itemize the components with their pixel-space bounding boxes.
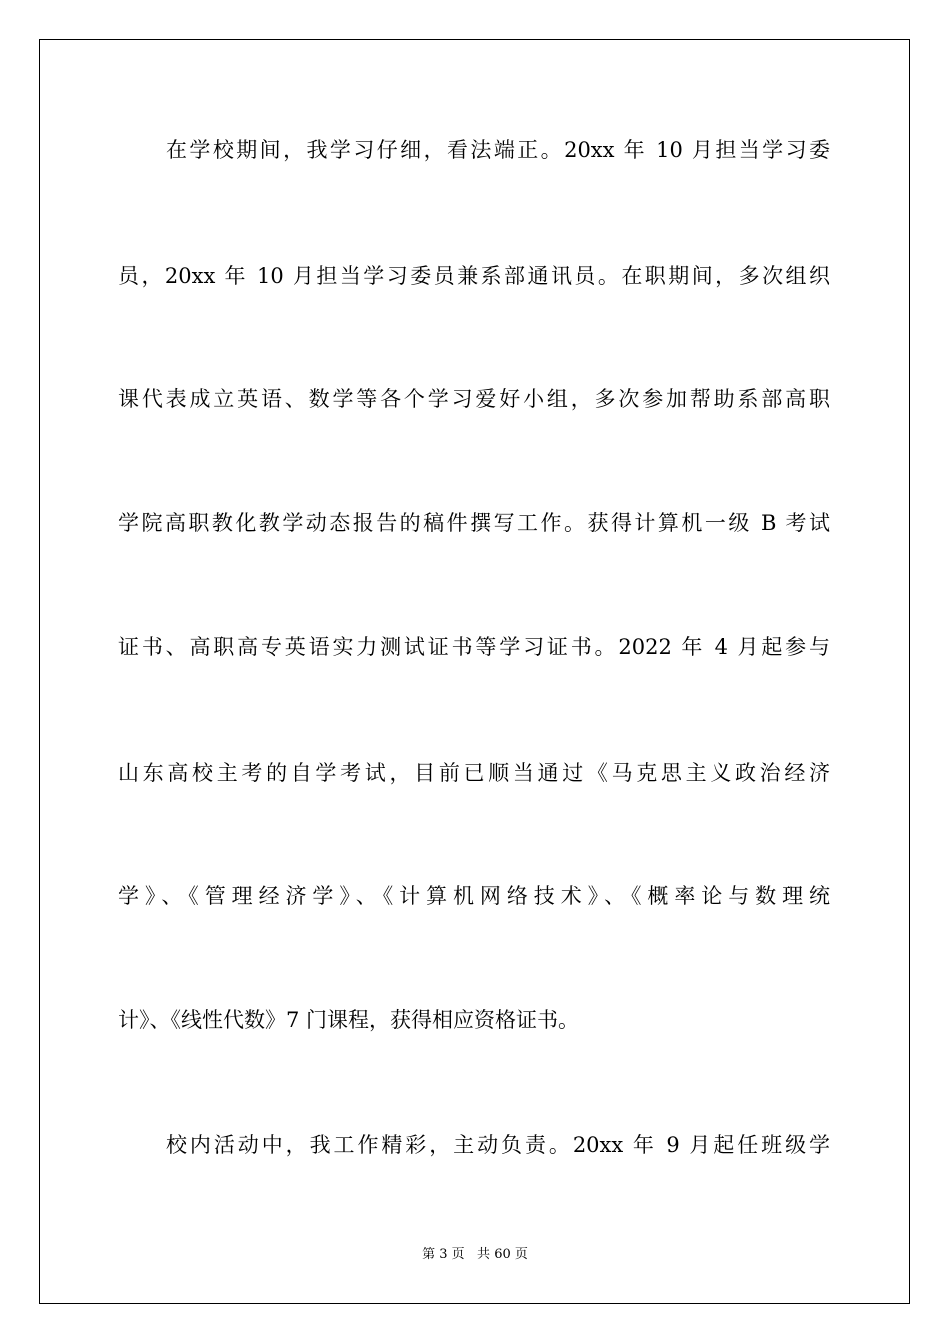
paragraph-1-line-7: 学》、《管理经济学》、《计算机网络技术》、《概率论与数理统	[118, 884, 830, 908]
page-footer: 第 3 页 共 60 页	[422, 1247, 528, 1262]
paragraph-1-line-1: 在学校期间，我学习仔细，看法端正。20xx 年 10 月担当学习委	[166, 138, 830, 162]
paragraph-1-line-4: 学院高职教化教学动态报告的稿件撰写工作。获得计算机一级 B 考试	[118, 511, 830, 535]
paragraph-2-line-1: 校内活动中，我工作精彩，主动负责。20xx 年 9 月起任班级学	[166, 1133, 830, 1157]
paragraph-1-line-5: 证书、高职高专英语实力测试证书等学习证书。2022 年 4 月起参与	[118, 635, 830, 659]
paragraph-1-line-3: 课代表成立英语、数学等各个学习爱好小组，多次参加帮助系部高职	[118, 387, 830, 411]
paragraph-1-line-8: 计》、《线性代数》7 门课程，获得相应资格证书。	[118, 1008, 580, 1032]
paragraph-1-line-6: 山东高校主考的自学考试，目前已顺当通过《马克思主义政治经济	[118, 761, 830, 785]
paragraph-1-line-2: 员，20xx 年 10 月担当学习委员兼系部通讯员。在职期间，多次组织	[118, 264, 830, 288]
page-border	[39, 39, 910, 1304]
